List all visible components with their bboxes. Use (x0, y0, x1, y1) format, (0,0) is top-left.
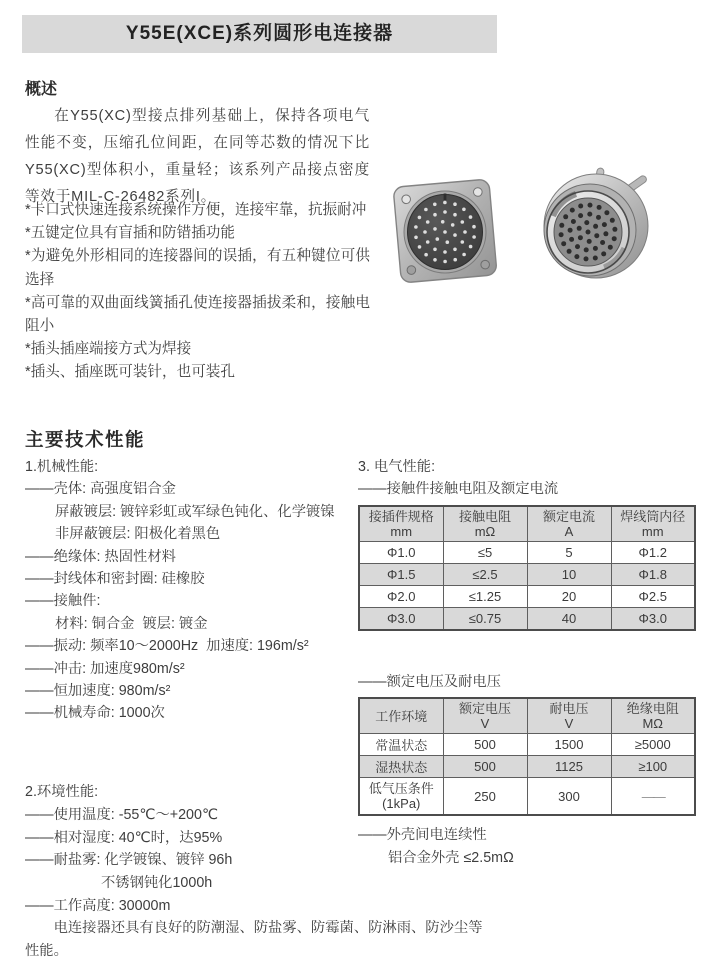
environmental-heading: 2.环境性能: (25, 784, 99, 800)
connector-plug-illustration (532, 164, 652, 304)
spec-line: ——接触件: (25, 593, 101, 610)
table-cell: 常温状态 (359, 734, 443, 756)
table-cell: ≤5 (443, 541, 527, 563)
table-cell: 1125 (527, 756, 611, 778)
table-header-cell: 接插件规格 mm (359, 506, 443, 542)
contact-resistance-table (358, 505, 696, 631)
spec-line: 屏蔽镀层: 镀锌彩虹或军绿色钝化、化学镀镍 (55, 503, 335, 520)
spec-line: ——耐盐雾: 化学镀镍、镀锌 96h (25, 852, 233, 869)
table-cell: 20 (527, 585, 611, 607)
spec-line: ——相对湿度: 40℃时，达95% (25, 829, 223, 846)
spec-line: ——封线体和密封圈: 硅橡胶 (25, 571, 205, 588)
table-cell: Φ1.8 (611, 563, 695, 585)
table-header-row (359, 698, 695, 734)
feature-item: *卡口式快速连接系统操作方便，连接牢靠，抗振耐冲 (25, 202, 367, 218)
mechanical-heading: 1.机械性能: (25, 459, 99, 475)
table-cell: 1500 (527, 734, 611, 756)
table-cell: ≤2.5 (443, 563, 527, 585)
table-row (359, 541, 695, 563)
table-cell: 300 (527, 778, 611, 816)
closing-paragraph: 电连接器还具有良好的防潮湿、防盐雾、防霉菌、防淋雨、防沙尘等性能。 (25, 920, 483, 959)
feature-item: *为避免外形相同的连接器间的误插，有五种键位可供选择 (25, 248, 370, 288)
table-cell: ≥100 (611, 756, 695, 778)
table-cell: Φ3.0 (359, 607, 443, 630)
feature-item: *插头、插座既可装针，也可装孔 (25, 364, 235, 381)
table-cell: 低气压条件 (1kPa) (359, 778, 443, 816)
table-row (359, 778, 695, 816)
table-row (359, 756, 695, 778)
spec-line: ——恒加速度: 980m/s² (25, 683, 171, 700)
overview-heading: 概述 (25, 81, 58, 98)
table-cell: 500 (443, 756, 527, 778)
feature-item: *五键定位具有盲插和防错插功能 (25, 225, 235, 242)
table-header-cell: 焊线筒内径 mm (611, 506, 695, 542)
table-row (359, 585, 695, 607)
spec-line: 非屏蔽镀层: 阳极化着黑色 (55, 526, 221, 543)
overview-paragraph: 在Y55(XC)型接点排列基础上，保持各项电气性能不变，压缩孔位间距，在同等芯数的情况下比Y55(XC)型体积小，重量轻；该系列产品接点密度等效于MIL-C-26482系列I。 (25, 108, 370, 205)
mechanical-section (25, 456, 365, 725)
table-row (359, 734, 695, 756)
table-cell: Φ1.2 (611, 541, 695, 563)
spec-line: ——使用温度: -55℃～+200℃ (25, 806, 219, 823)
table-cell: Φ1.5 (359, 563, 443, 585)
electrical-sub2: ——额定电压及耐电压 (358, 673, 501, 690)
feature-item: *高可靠的双曲面线簧插孔使连接器插拔柔和，接触电阻小 (25, 294, 370, 335)
environmental-section (25, 781, 365, 918)
table-row (359, 607, 695, 630)
spec-line: ——绝缘体: 热固性材料 (25, 548, 176, 565)
table-header-row (359, 506, 695, 542)
spec-line: ——冲击: 加速度980m/s² (25, 660, 185, 677)
table-header-cell: 接触电阻 mΩ (443, 506, 527, 542)
table-row (359, 563, 695, 585)
table-cell: 湿热状态 (359, 756, 443, 778)
tech-heading: 主要技术性能 (25, 429, 146, 450)
page-title: Y55E(XCE)系列圆形电连接器 (22, 15, 497, 53)
table-header-cell: 额定电压 V (443, 698, 527, 734)
table-cell: 500 (443, 734, 527, 756)
spec-line: ——工作高度: 30000m (25, 897, 171, 914)
feature-item: *插头插座端接方式为焊接 (25, 341, 192, 358)
table-cell: ≥5000 (611, 734, 695, 756)
table-cell: 250 (443, 778, 527, 816)
voltage-table (358, 697, 696, 816)
electrical-heading: 3. 电气性能: (358, 459, 436, 475)
table-cell: 10 (527, 563, 611, 585)
spec-line: ——振动: 频率10～2000Hz 加速度: 196m/s² (25, 638, 309, 655)
table-cell: ≤0.75 (443, 607, 527, 630)
connector-plug-photo (532, 164, 652, 304)
table-cell: Φ1.0 (359, 541, 443, 563)
electrical-sub1: ——接触件接触电阻及额定电流 (358, 481, 559, 498)
electrical-section (358, 456, 704, 869)
table-cell: 5 (527, 541, 611, 563)
table-cell: —— (611, 778, 695, 816)
table-cell: 40 (527, 607, 611, 630)
shell-continuity-line: ——外壳间电连续性 (358, 827, 487, 844)
connector-receptacle-illustration (388, 170, 502, 304)
spec-line: 材料: 铜合金 镀层: 镀金 (55, 615, 208, 632)
feature-list (25, 199, 370, 385)
table-cell: Φ2.0 (359, 585, 443, 607)
shell-continuity-value: 铝合金外壳 ≤2.5mΩ (388, 849, 514, 866)
spec-line: 不锈钢钝化1000h (101, 875, 213, 892)
table-header-cell: 额定电流 A (527, 506, 611, 542)
table-cell: Φ2.5 (611, 585, 695, 607)
table-cell: Φ3.0 (611, 607, 695, 630)
spec-line: ——壳体: 高强度铝合金 (25, 481, 176, 498)
connector-receptacle-photo (388, 170, 502, 304)
table-cell: ≤1.25 (443, 585, 527, 607)
spec-line: ——机械寿命: 1000次 (25, 705, 165, 722)
table-header-cell: 耐电压 V (527, 698, 611, 734)
table-header-cell: 工作环境 (359, 698, 443, 734)
table-header-cell: 绝缘电阻 MΩ (611, 698, 695, 734)
